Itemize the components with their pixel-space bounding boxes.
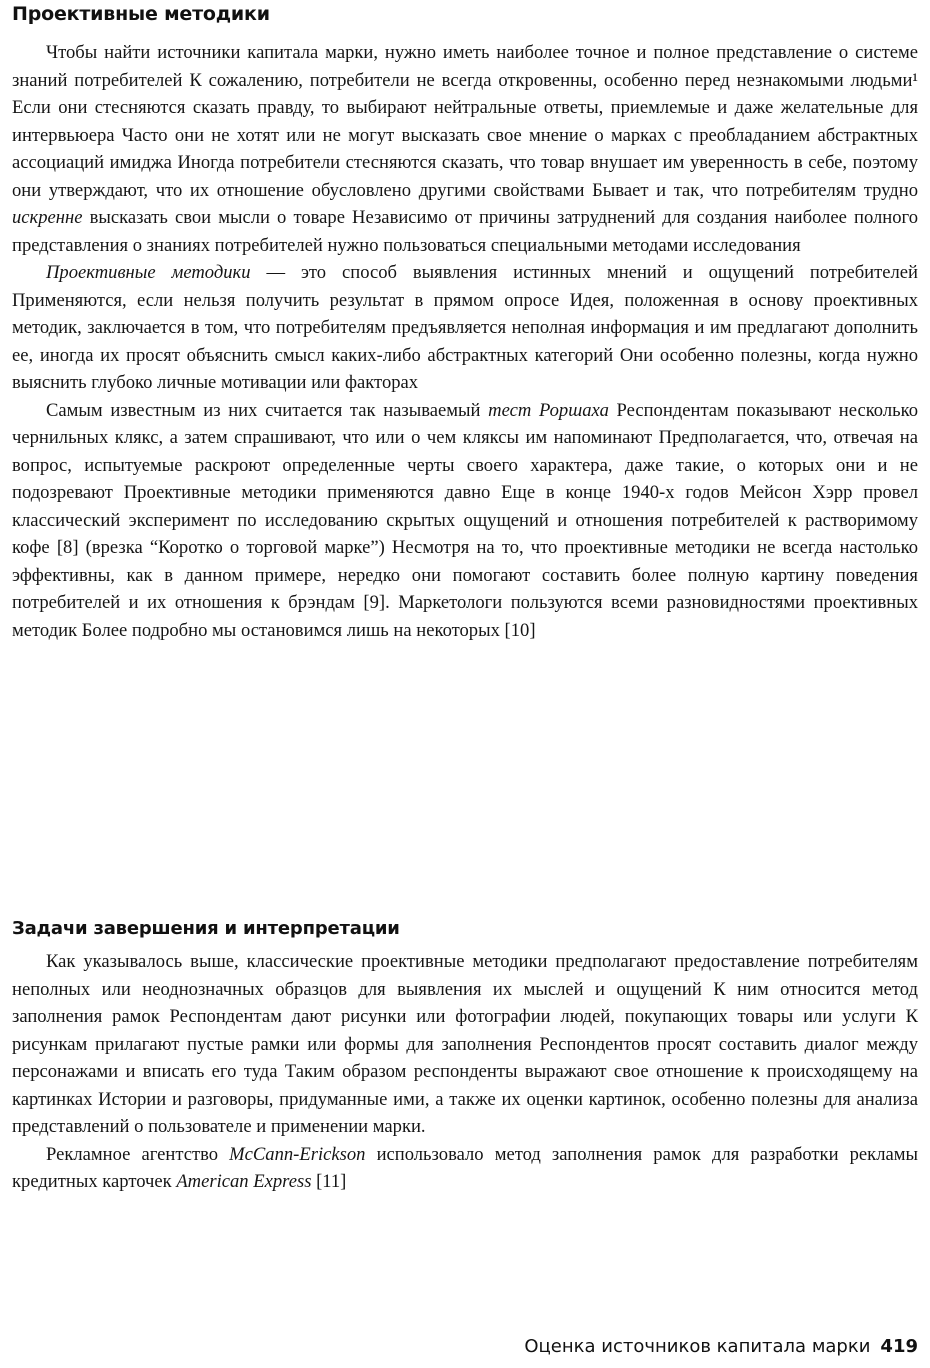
paragraph-text: Чтобы найти источники капитала марки, нужно иметь наиболее точное и полное представление о системе знаний потребителей К сожалению, потребители не всегда откровенны, особенно перед незнакомыми людьми¹ Если они стесняются сказать правду, то выбирают нейтральные ответы, приемлемые и даже желательные для интервьюера Часто они не хотят или не могут высказать свое мнение о марках с преобладанием абстрактных ассоциаций имиджа Иногда потребители стесняются сказать, что товар внушает им уверенность в себе, поэтому они утверждают, что их отношение обусловлено другими свойствами Бывает и так, что потребителям трудно	[12, 42, 918, 201]
emphasis-text: искренне	[12, 207, 83, 228]
paragraph-text: использовало метод заполнения рамок для разработки рекламы кредитных карточек	[12, 1143, 918, 1192]
paragraph	[12, 948, 918, 1141]
paragraph	[12, 1141, 918, 1196]
section-heading-completion-tasks: Задачи завершения и интерпретации	[12, 918, 400, 939]
paragraph-text: высказать свои мысли о товаре Независимо от причины затруднений для создания наиболее полного представления о знаниях потребителей нужно пользоваться специальными методами исследования	[12, 207, 918, 256]
paragraph	[12, 397, 918, 645]
section-body-projective-methods	[12, 39, 918, 644]
section-heading-projective-methods: Проективные методики	[12, 3, 270, 25]
paragraph-text: Респондентам показывают несколько чернильных клякс, а затем спрашивают, что или о чем кляксы им напоминают Предполагается, что, отвечая на вопрос, испытуемые раскроют определенные черты своего характера, даже такие, о которых они и не подозревают Проективные методики применяются давно Еще в конце 1940-х годов Мейсон Хэрр провел классический эксперимент по исследованию скрытых ощущений и отношения потребителей к растворимому кофе [8] (врезка “Коротко о торговой марке”) Несмотря на то, что проективные методики не всегда настолько эффективны, как в данном примере, нередко они помогают составить более полную картину поведения потребителей и их отношения к брэндам [9]. Маркетологи пользуются всеми разновидностями проективных методик Более подробно мы остановимся лишь на некоторых [10]	[12, 399, 918, 641]
paragraph	[12, 259, 918, 397]
paragraph-text: Как указывалось выше, классические проективные методики предполагают предоставление потребителям неполных или неоднозначных образцов для выявления их мыслей и ощущений К ним относится метод заполнения рамок Респондентам дают рисунки или фотографии людей, покупающих товары или услуги К рисункам прилагают пустые рамки или формы для заполнения Респондентов просят составить диалог между персонажами и вписать его туда Таким образом респонденты выражают свое отношение к происходящему на картинках Истории и разговоры, придуманные ими, а также их оценки картинок, особенно полезны для анализа представлений о пользователе и применении марки.	[12, 951, 918, 1137]
emphasis-term: тест Роршаха	[488, 399, 609, 421]
paragraph	[12, 39, 918, 259]
emphasis-agency-name: McCann-Erickson	[229, 1143, 366, 1165]
paragraph-text: — это способ выявления истинных мнений и ощущений потребителей Применяются, если нельзя получить результат в прямом опросе Идея, положенная в основу проективных методик, заключается в том, что потребителям предъявляется неполная информация и им предлагают дополнить ее, иногда их просят объяснить смысл каких-либо абстрактных категорий Они особенно полезны, когда нужно выяснить глубоко личные мотивации или факторах	[12, 262, 918, 393]
page-number: 419	[880, 1336, 918, 1357]
running-title: Оценка источников капитала марки	[524, 1336, 871, 1357]
emphasis-brand-name: American Express	[176, 1171, 312, 1192]
section-body-completion-tasks	[12, 948, 918, 1196]
emphasis-term: Проективные методики	[46, 262, 251, 283]
page-footer	[524, 1336, 918, 1357]
paragraph-text: [11]	[311, 1171, 347, 1192]
paragraph-text: Самым известным из них считается так называемый	[46, 399, 489, 421]
paragraph-text: Рекламное агентство	[46, 1143, 230, 1165]
